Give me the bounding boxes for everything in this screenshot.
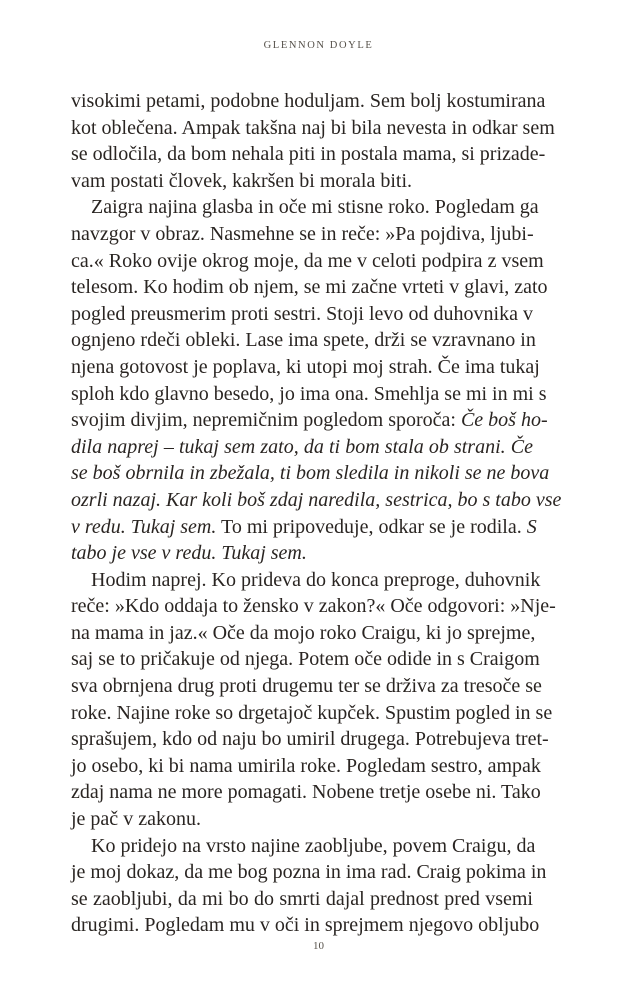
text-segment: pogled preusmerim proti sestri. Stoji levo od duhovnika v: [71, 302, 533, 325]
text-line: [71, 88, 546, 115]
text-line: [71, 407, 548, 434]
text-line: [71, 673, 542, 700]
page-number: 10: [313, 940, 324, 952]
text-segment: je moj dokaz, da me bog pozna in ima rad. Craig pokima in: [71, 861, 547, 884]
text-segment: Hodim naprej. Ko prideva do konca preproge, duhovnik: [91, 568, 541, 591]
text-segment: vam postati človek, kakršen bi morala biti.: [71, 169, 413, 192]
italic-text-segment: tabo je vse v redu. Tukaj sem.: [71, 542, 307, 565]
text-segment: reče: »Kdo oddaja to žensko v zakon?« Oče odgovori: »Nje-: [71, 595, 556, 618]
text-line: [71, 274, 548, 301]
text-line: [71, 646, 540, 673]
text-line: [71, 593, 556, 620]
text-line: [71, 540, 533, 567]
text-line: [71, 886, 533, 913]
text-segment: je pač v zakonu.: [71, 808, 201, 831]
text-line: [71, 700, 553, 727]
text-line: [71, 460, 550, 487]
text-line: [71, 434, 533, 461]
text-line: [71, 381, 547, 408]
text-segment: visokimi petami, podobne hoduljam. Sem bolj kostumirana: [71, 90, 546, 112]
text-segment: sva obrnjena drug proti drugemu ter se drživa za tresoče se: [71, 675, 542, 698]
text-line: [71, 514, 537, 541]
text-line: [71, 567, 541, 594]
text-line: [71, 620, 536, 647]
text-segment: telesom. Ko hodim ob njem, se mi začne vrteti v glavi, zato: [71, 276, 548, 299]
text-segment: drugimi. Pogledam mu v oči in sprejmem njegovo obljubo: [71, 914, 540, 937]
text-segment: jo osebo, ki bi nama umirila roke. Pogledam sestro, ampak: [71, 754, 541, 777]
text-line: [71, 221, 533, 248]
text-segment: se odločila, da bom nehala piti in postala mama, si prizade-: [71, 143, 546, 166]
text-segment: sprašujem, kdo od naju bo umiril drugega. Potrebujeva tret-: [71, 728, 549, 751]
text-line: [71, 354, 540, 381]
italic-text-segment: S: [526, 515, 537, 538]
italic-text-segment: ozrli nazaj. Kar koli boš zdaj naredila, sestrica, bo s tabo vse: [71, 488, 562, 511]
text-segment: se zaobljubi, da mi bo do smrti dajal prednost pred vsemi: [71, 887, 533, 910]
text-segment: sploh kdo glavno besedo, jo ima ona. Smehlja se mi in mi s: [71, 382, 547, 405]
text-line: [71, 833, 536, 860]
text-segment: ca.« Roko ovije okrog moje, da me v celoti podpira z vsem: [71, 249, 544, 272]
text-line: [71, 726, 549, 753]
text-line: [71, 753, 541, 780]
text-line: [71, 141, 546, 168]
text-line: [71, 806, 533, 833]
italic-text-segment: Če boš ho-: [460, 409, 548, 432]
text-line: [71, 248, 544, 275]
text-line: [71, 115, 555, 142]
text-segment: Ko pridejo na vrsto najine zaobljube, povem Craigu, da: [91, 834, 536, 857]
text-segment: Zaigra najina glasba in oče mi stisne roko. Pogledam ga: [91, 196, 539, 219]
text-line: [71, 859, 547, 886]
text-segment: To mi pripoveduje, odkar se je rodila.: [216, 515, 527, 538]
text-segment: zdaj nama ne more pomagati. Nobene tretje osebe ni. Tako: [71, 781, 541, 804]
text-line: [71, 327, 536, 354]
body-text: [71, 88, 562, 939]
text-line: [71, 194, 539, 221]
italic-text-segment: dila naprej – tukaj sem zato, da ti bom stala ob strani. Če: [71, 435, 533, 458]
text-segment: ognjeno rdeči obleki. Lase ima spete, drži se vzravnano in: [71, 329, 536, 352]
text-line: [71, 912, 540, 939]
text-segment: svojim divjim, nepremičnim pogledom sporoča:: [71, 409, 461, 432]
italic-text-segment: v redu. Tukaj sem.: [71, 515, 217, 538]
text-segment: kot oblečena. Ampak takšna naj bi bila nevesta in odkar sem: [71, 116, 555, 139]
text-line: [71, 487, 562, 514]
text-segment: na mama in jaz.« Oče da mojo roko Craigu, ki jo sprejme,: [71, 621, 536, 644]
italic-text-segment: se boš obrnila in zbežala, ti bom sledila in nikoli se ne bova: [71, 462, 550, 485]
running-head: GLENNON DOYLE: [263, 40, 374, 51]
text-line: [71, 301, 533, 328]
text-segment: njena gotovost je poplava, ki utopi moj strah. Če ima tukaj: [71, 355, 540, 378]
text-line: [71, 168, 533, 195]
text-segment: navzgor v obraz. Nasmehne se in reče: »Pa pojdiva, ljubi-: [71, 222, 534, 245]
text-segment: roke. Najine roke so drgetajoč kupček. Spustim pogled in se: [71, 701, 553, 724]
text-line: [71, 779, 541, 806]
text-segment: saj se to pričakuje od njega. Potem oče odide in s Craigom: [71, 648, 540, 671]
